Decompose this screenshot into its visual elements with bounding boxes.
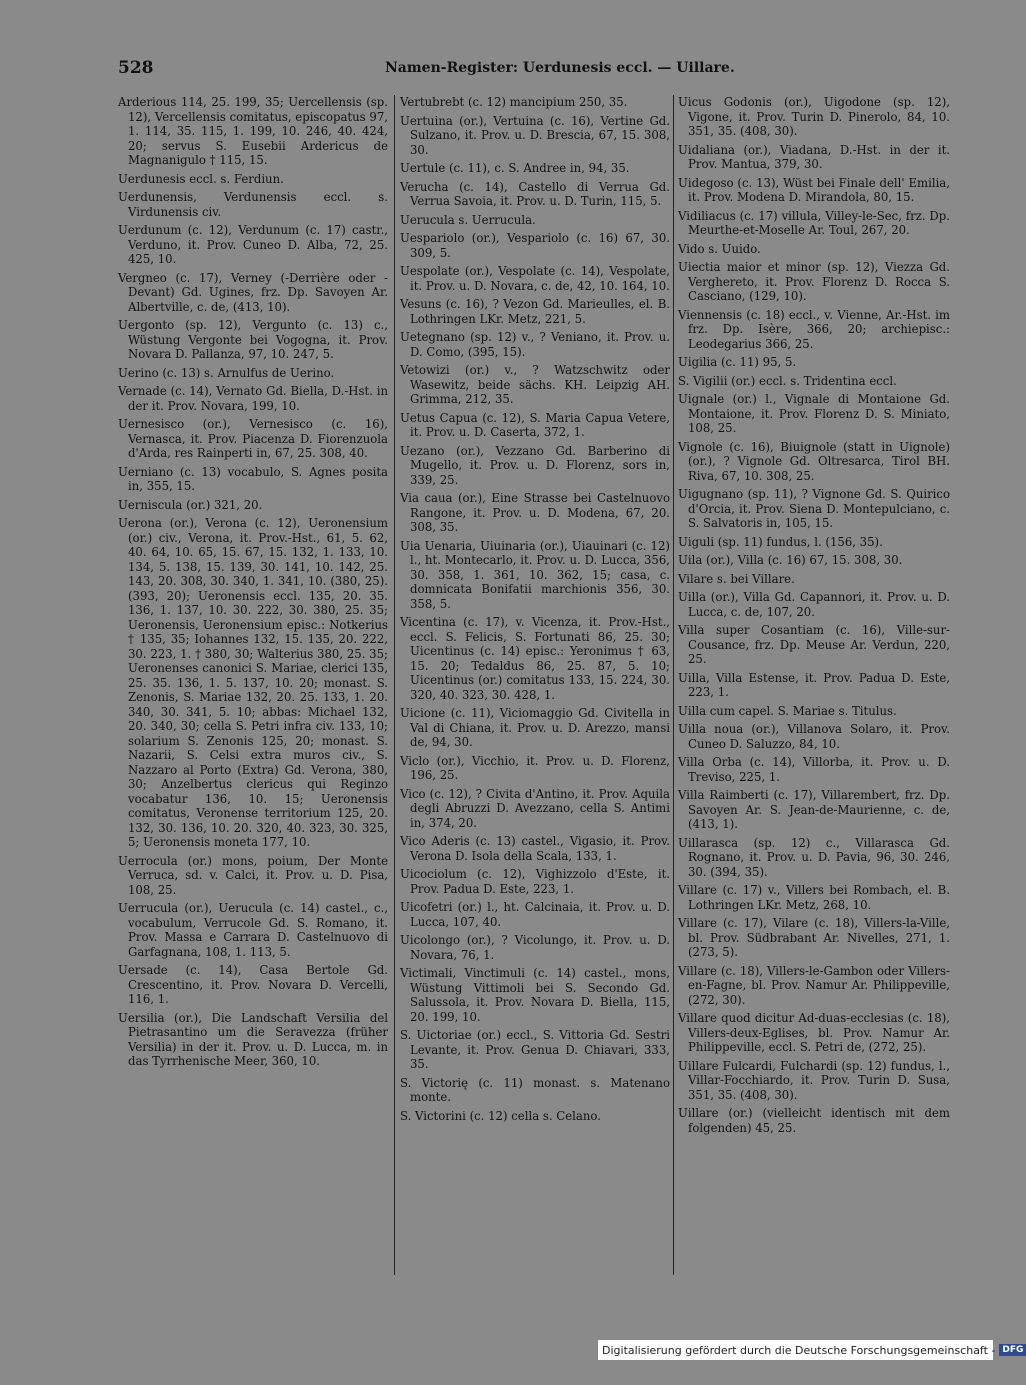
register-entry: Uerrocula (or.) mons, poium, Der Monte Verruca, sd. v. Calci, it. Prov. u. D. Pisa, 108, 25. — [118, 853, 388, 897]
column-2 — [400, 95, 670, 1127]
register-entry: Uertule (c. 11), c. S. Andree in, 94, 35. — [400, 161, 630, 175]
register-entry: Villa super Cosantiam (c. 16), Ville-sur-Cousance, frz. Dp. Meuse Ar. Verdun, 220, 25. — [678, 623, 950, 666]
register-entry: Uerdunum (c. 12), Verdunum (c. 17) castr., Verduno, it. Prov. Cuneo D. Alba, 72, 25. 425, 10. — [118, 223, 388, 266]
register-entry: Vignole (c. 16), Biuignole (statt in Uignole) (or.), ? Vignole Gd. Oltresarca, Tirol BH. Riva, 67, 10. 308, 25. — [678, 439, 950, 483]
register-entry: Villare (c. 18), Villers-le-Gambon oder Villers-en-Fagne, bl. Prov. Namur Ar. Philippeville, (272, 30). — [678, 963, 950, 1007]
register-entry: Uilla, Villa Estense, it. Prov. Padua D. Este, 223, 1. — [678, 670, 950, 699]
register-entry: Vetowizi (or.) v., ? Watzschwitz oder Wasewitz, beide sächs. KH. Leipzig AH. Grimma, 212, 35. — [400, 363, 670, 406]
register-entry: Uerdunesis eccl. s. Ferdiun. — [118, 171, 284, 186]
register-entry: Uergonto (sp. 12), Vergunto (c. 13) c., Wüstung Vergonte bei Vogogna, it. Prov. Novara D. Pallanza, 97, 10. 247, 5. — [118, 318, 388, 361]
register-entry: Vertubrebt (c. 12) mancipium 250, 35. — [400, 95, 628, 109]
register-entry: Villare (c. 17) v., Villers bei Rombach, el. B. Lothringen LKr. Metz, 268, 10. — [678, 883, 950, 912]
register-entry: Uilla cum capel. S. Mariae s. Titulus. — [678, 703, 897, 718]
register-page — [100, 40, 960, 1345]
register-entry: S. Uictoriae (or.) eccl., S. Vittoria Gd. Sestri Levante, it. Prov. Genua D. Chiavari, 333, 35. — [400, 1028, 670, 1071]
register-entry: Uerino (c. 13) s. Arnulfus de Uerino. — [118, 365, 335, 380]
register-entry: Uezano (or.), Vezzano Gd. Barberino di Mugello, it. Prov. u. D. Florenz, sors in, 339, 25. — [400, 443, 670, 487]
register-entry: Vido s. Uuido. — [678, 241, 761, 256]
register-entry: Vernade (c. 14), Vernato Gd. Biella, D.-Hst. in der it. Prov. Novara, 199, 10. — [118, 384, 388, 413]
running-head: Namen-Register: Uerdunesis eccl. — Uillare. — [385, 60, 735, 76]
register-entry: Vidiliacus (c. 17) villula, Villey-le-Sec, frz. Dp. Meurthe-et-Moselle Ar. Toul, 267, 20. — [678, 208, 950, 237]
register-entry: Uia Uenaria, Uiuinaria (or.), Uiauinari (c. 12) l., ht. Montecarlo, it. Prov. u. D. Lucca, 356, 30. 358, 1. 361, 10. 362, 15; casa, c. domnicata Bonifatii marchionis 356, 30. 358, 5. — [400, 538, 670, 611]
register-entry: Uicofetri (or.) l., ht. Calcinaia, it. Prov. u. D. Lucca, 107, 40. — [400, 900, 670, 929]
register-entry: Uerniano (c. 13) vocabulo, S. Agnes posita in, 355, 15. — [118, 464, 388, 493]
register-entry: Via caua (or.), Eine Strasse bei Castelnuovo Rangone, it. Prov. u. D. Modena, 67, 20. 308, 35. — [400, 491, 670, 534]
register-entry: S. Victorini (c. 12) cella s. Celano. — [400, 1108, 601, 1123]
register-entry: Uillarasca (sp. 12) c., Villarasca Gd. Rognano, it. Prov. u. D. Pavia, 96, 30. 246, 30. (394, 35). — [678, 835, 950, 879]
register-entry: Uespariolo (or.), Vespariolo (c. 16) 67, 30. 309, 5. — [400, 231, 670, 260]
register-entry: Uicolongo (or.), ? Vicolungo, it. Prov. u. D. Novara, 76, 1. — [400, 933, 670, 962]
register-entry: Uiguli (sp. 11) fundus, l. (156, 35). — [678, 534, 883, 549]
register-entry: Uillare Fulcardi, Fulchardi (sp. 12) fundus, l., Villar-Focchiardo, it. Prov. Turin D. Susa, 351, 35. (408, 30). — [678, 1058, 950, 1102]
register-entry: Uernesisco (or.), Vernesisco (c. 16), Vernasca, it. Prov. Piacenza D. Fiorenzuola d'Arda, res Rainperti in, 67, 25. 308, 40. — [118, 417, 388, 460]
register-entry: Uerucula s. Uerrucula. — [400, 212, 536, 227]
register-entry: Uidaliana (or.), Viadana, D.-Hst. in der it. Prov. Mantua, 379, 30. — [678, 142, 950, 171]
register-entry: Villa Orba (c. 14), Villorba, it. Prov. u. D. Treviso, 225, 1. — [678, 755, 950, 784]
register-entry: Arderious 114, 25. 199, 35; Uercellensis (sp. 12), Vercellensis comitatus, episcopatus 97, 1. 114, 35. 115, 1. 199, 10. 246, 40. 424, 20; servus S. Eusebii Ardericus de Magnanigulo † 115, 15. — [118, 95, 388, 167]
register-entry: Vesuns (c. 16), ? Vezon Gd. Marieulles, el. B. Lothringen LKr. Metz, 221, 5. — [400, 297, 670, 326]
register-entry: Uicus Godonis (or.), Uigodone (sp. 12), Vigone, it. Prov. Turin D. Pinerolo, 84, 10. 351, 35. (408, 30). — [678, 95, 950, 138]
column-1 — [118, 95, 388, 1073]
register-entry: Uiectia maior et minor (sp. 12), Viezza Gd. Verghereto, it. Prov. Florenz D. Rocca S. Casciano, (129, 10). — [678, 260, 950, 303]
dfg-logo: DFG — [999, 1344, 1026, 1356]
register-entry: Uilla noua (or.), Villanova Solaro, it. Prov. Cuneo D. Saluzzo, 84, 10. — [678, 722, 950, 751]
register-entry: Uerrucula (or.), Uerucula (c. 14) castel., c., vocabulum, Verrucole Gd. S. Romano, it. Prov. Massa e Carrara D. Castelnuovo di Garfagnana, 108, 1. 113, 5. — [118, 901, 388, 959]
register-entry: Uilla (or.), Villa Gd. Capannori, it. Prov. u. D. Lucca, c. de, 107, 20. — [678, 590, 950, 619]
register-entry: Victimali, Vinctimuli (c. 14) castel., mons, Wüstung Vittimoli bei S. Secondo Gd. Salussola, it. Prov. Novara D. Biella, 115, 20. 199, 10. — [400, 966, 670, 1024]
register-entry: Uetegnano (sp. 12) v., ? Veniano, it. Prov. u. D. Como, (395, 15). — [400, 330, 670, 359]
register-entry: Vergneo (c. 17), Verney (-Derrière oder -Devant) Gd. Ugines, frz. Dp. Savoyen Ar. Albertville, c. de, (413, 10). — [118, 270, 388, 314]
register-entry: Viennensis (c. 18) eccl., v. Vienne, Ar.-Hst. im frz. Dp. Isère, 366, 20; archiepisc.: Leodegarius 366, 25. — [678, 307, 950, 351]
register-entry: Vico Aderis (c. 13) castel., Vigasio, it. Prov. Verona D. Isola della Scala, 133, 1. — [400, 834, 670, 863]
register-entry: Villa Raimberti (c. 17), Villarembert, frz. Dp. Savoyen Ar. S. Jean-de-Maurienne, c. de, (413, 1). — [678, 788, 950, 831]
register-entry: Villare quod dicitur Ad-duas-ecclesias (c. 18), Villers-deux-Eglises, bl. Prov. Namur Ar. Philippeville, eccl. S. Petri de, (272, 25). — [678, 1011, 950, 1054]
funding-footer — [598, 1340, 1024, 1360]
column-rule — [394, 95, 395, 1275]
register-entry: Uersade (c. 14), Casa Bertole Gd. Crescentino, it. Prov. Novara D. Vercelli, 116, 1. — [118, 963, 388, 1006]
register-entry: Vicentina (c. 17), v. Vicenza, it. Prov.-Hst., eccl. S. Felicis, S. Fortunati 86, 25. 30; Uicentinus (c. 14) episc.: Yeronimus † 63, 15. 20; Tedaldus 86, 25. 87, 5. 10; Uicentinus (or.) comitatus 133, 15. 224, 30. 320, 40. 323, 30. 428, 1. — [400, 615, 670, 702]
register-entry: S. Vigilii (or.) eccl. s. Tridentina eccl. — [678, 373, 897, 388]
register-entry: Villare (c. 17), Vilare (c. 18), Villers-la-Ville, bl. Prov. Südbrabant Ar. Nivelles, 271, 1. (273, 5). — [678, 916, 950, 959]
funding-text: Digitalisierung gefördert durch die Deutsche Forschungsgemeinschaft - — [602, 1343, 996, 1357]
register-entry: Uigilia (c. 11) 95, 5. — [678, 355, 797, 369]
register-entry: S. Victorię (c. 11) monast. s. Matenano monte. — [400, 1075, 670, 1104]
register-entry: Uicociolum (c. 12), Vighizzolo d'Este, it. Prov. Padua D. Este, 223, 1. — [400, 867, 670, 896]
page-number: 528 — [118, 58, 154, 78]
register-entry: Uerona (or.), Verona (c. 12), Ueronensium (or.) civ., Verona, it. Prov.-Hst., 61, 5. 62, 40. 64, 10. 65, 15. 67, 15. 132, 1. 133, 10. 134, 5. 138, 15. 139, 30. 141, 10. 142, 25. 143, 20. 308, 30. 340, 1. 341, 10. (380, 25). (393, 20); Ueronensis eccl. 135, 20. 35. 136, 1. 137, 10. 30. 222, 30. 380, 25. 35; Ueronensis, Ueronensium episc.: Notkerius † 135, 35; Iohannes 132, 15. 135, 20. 222, 30. 223, 1. † 380, 30; Walterius 380, 25. 35; Ueronenses canonici S. Mariae, clerici 135, 25. 35. 136, 1. 5. 137, 10. 20; monast. S. Zenonis, S. Mariae 132, 20. 25. 133, 1. 20. 340, 30. 341, 5. 10; abbas: Michael 132, 20. 340, 30; cella S. Petri infra civ. 133, 10; solarium S. Zenonis 125, 20; monast. S. Nazarii, S. Celsi extra muros civ., S. Nazzaro al Porto (Extra) Gd. Verona, 380, 30; Anzelbertus clericus qui Reginzo vocabatur 136, 10. 15; Ueronensis comitatus, Veronense territorium 125, 20. 132, 30. 136, 10. 20. 320, 40. 323, 30. 325, 5; Ueronensis moneta 177, 10. — [118, 516, 388, 849]
register-entry: Viclo (or.), Vicchio, it. Prov. u. D. Florenz, 196, 25. — [400, 753, 670, 782]
register-entry: Uerdunensis, Verdunensis eccl. s. Virdunensis civ. — [118, 190, 388, 219]
register-entry: Uigugnano (sp. 11), ? Vignone Gd. S. Quirico d'Orcia, it. Prov. Siena D. Montepulciano, c. S. Salvatoris in, 105, 15. — [678, 487, 950, 530]
register-entry: Uespolate (or.), Vespolate (c. 14), Vespolate, it. Prov. u. D. Novara, c. de, 42, 10. 164, 10. — [400, 264, 670, 293]
register-entry: Uidegoso (c. 13), Wüst bei Finale dell' Emilia, it. Prov. Modena D. Mirandola, 80, 15. — [678, 175, 950, 204]
register-entry: Uertuina (or.), Vertuina (c. 16), Vertine Gd. Sulzano, it. Prov. u. D. Brescia, 67, 15. 308, 30. — [400, 113, 670, 157]
register-entry: Uetus Capua (c. 12), S. Maria Capua Vetere, it. Prov. u. D. Caserta, 372, 1. — [400, 410, 670, 439]
register-entry: Uignale (or.) l., Vignale di Montaione Gd. Montaione, it. Prov. Florenz D. S. Miniato, 108, 25. — [678, 392, 950, 435]
register-entry: Uila (or.), Villa (c. 16) 67, 15. 308, 30. — [678, 553, 903, 567]
register-entry: Uicione (c. 11), Viciomaggio Gd. Civitella in Val di Chiana, it. Prov. u. D. Arezzo, mansi de, 94, 30. — [400, 706, 670, 749]
register-entry: Vico (c. 12), ? Civita d'Antino, it. Prov. Aquila degli Abruzzi D. Avezzano, cella S. Antimi in, 374, 20. — [400, 786, 670, 830]
register-entry: Verucha (c. 14), Castello di Verrua Gd. Verrua Savoia, it. Prov. u. D. Turin, 115, 5. — [400, 179, 670, 208]
register-entry: Uillare (or.) (vielleicht identisch mit dem folgenden) 45, 25. — [678, 1106, 950, 1135]
register-entry: Uerniscula (or.) 321, 20. — [118, 497, 263, 512]
column-rule — [673, 95, 674, 1275]
register-entry: Vilare s. bei Villare. — [678, 571, 795, 586]
register-entry: Uersilia (or.), Die Landschaft Versilia del Pietrasantino um die Seravezza (früher Versilia) in der it. Prov. u. D. Lucca, m. in das Tyrrhenische Meer, 360, 10. — [118, 1010, 388, 1068]
column-3 — [678, 95, 950, 1139]
